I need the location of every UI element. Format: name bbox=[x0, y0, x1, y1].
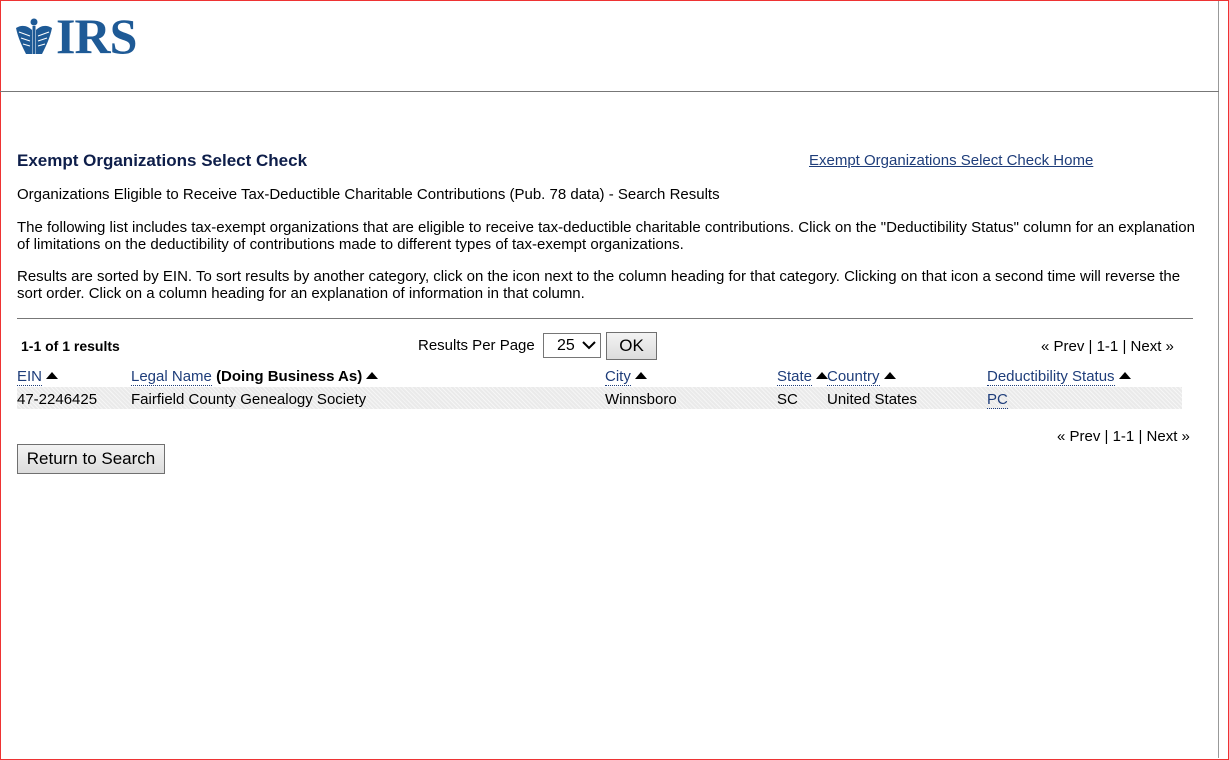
irs-eagle-icon bbox=[12, 14, 56, 58]
column-header-legal-name bbox=[131, 368, 378, 385]
ok-button[interactable]: OK bbox=[606, 332, 657, 360]
cell-legal-name: Fairfield County Genealogy Society bbox=[131, 391, 367, 408]
country-header-link[interactable]: Country bbox=[827, 368, 880, 385]
next-page-link[interactable]: Next » bbox=[1146, 428, 1190, 445]
pager-separator: | bbox=[1118, 338, 1131, 355]
sort-ascending-icon[interactable] bbox=[366, 372, 378, 379]
page-subtitle: Organizations Eligible to Receive Tax-Deductible Charitable Contributions (Pub. 78 data) - Search Results bbox=[17, 186, 720, 203]
ein-header-link[interactable]: EIN bbox=[17, 368, 43, 385]
sort-ascending-icon[interactable] bbox=[46, 372, 58, 379]
cell-city: Winnsboro bbox=[605, 391, 677, 408]
header-divider bbox=[0, 91, 1219, 92]
sort-ascending-icon[interactable] bbox=[1119, 372, 1131, 379]
page-title: Exempt Organizations Select Check bbox=[17, 151, 308, 170]
sort-instructions-paragraph: Results are sorted by EIN. To sort results by another category, click on the icon next to the column heading for that category. Clicking on that icon a second time will reverse the sort order. Click on a column heading for an explanation of information in that column. bbox=[17, 268, 1181, 302]
results-per-page-select[interactable] bbox=[543, 333, 601, 358]
column-header-deductibility bbox=[987, 368, 1131, 385]
cell-deductibility-link[interactable]: PC bbox=[987, 391, 1008, 408]
city-header-link[interactable]: City bbox=[605, 368, 631, 385]
select-check-home-link[interactable]: Exempt Organizations Select Check Home bbox=[809, 152, 1094, 169]
next-page-link[interactable]: Next » bbox=[1130, 338, 1174, 355]
cell-country: United States bbox=[827, 391, 918, 408]
prev-page-link[interactable]: « Prev bbox=[1057, 428, 1101, 445]
intro-paragraph: The following list includes tax-exempt organizations that are eligible to receive tax-deductible charitable contributions. Click on the "Deductibility Status" column for an explanation of limitations on the deductibility of contributions made to different types of tax-exempt organizations. bbox=[17, 219, 1195, 253]
deductibility-header-link[interactable]: Deductibility Status bbox=[987, 368, 1115, 385]
return-to-search-button[interactable]: Return to Search bbox=[17, 444, 165, 474]
column-header-country bbox=[827, 368, 896, 385]
pagination-bottom bbox=[1057, 428, 1190, 445]
irs-logo[interactable] bbox=[12, 8, 137, 64]
cell-state: SC bbox=[777, 391, 798, 408]
results-per-page-label: Results Per Page bbox=[418, 337, 535, 354]
scrollbar-edge bbox=[1218, 1, 1219, 758]
irs-wordmark: IRS bbox=[56, 8, 137, 64]
column-header-city bbox=[605, 368, 647, 385]
page-range: 1-1 bbox=[1112, 428, 1135, 445]
sort-ascending-icon[interactable] bbox=[884, 372, 896, 379]
pager-separator: | bbox=[1084, 338, 1097, 355]
results-divider bbox=[17, 318, 1193, 319]
page-range: 1-1 bbox=[1096, 338, 1119, 355]
results-per-page-value: 25 bbox=[557, 337, 575, 354]
column-header-ein bbox=[17, 368, 58, 385]
pagination-top bbox=[1041, 338, 1174, 355]
pager-separator: | bbox=[1100, 428, 1113, 445]
pager-separator: | bbox=[1134, 428, 1147, 445]
prev-page-link[interactable]: « Prev bbox=[1041, 338, 1085, 355]
results-count: 1-1 of 1 results bbox=[21, 338, 120, 354]
state-header-link[interactable]: State bbox=[777, 368, 813, 385]
cell-ein: 47-2246425 bbox=[17, 391, 98, 408]
chevron-down-icon bbox=[582, 340, 596, 350]
column-header-state bbox=[777, 368, 828, 385]
sort-ascending-icon[interactable] bbox=[635, 372, 647, 379]
legal-name-header-link[interactable]: Legal Name bbox=[131, 368, 212, 385]
dba-header-label: (Doing Business As) bbox=[216, 368, 363, 385]
